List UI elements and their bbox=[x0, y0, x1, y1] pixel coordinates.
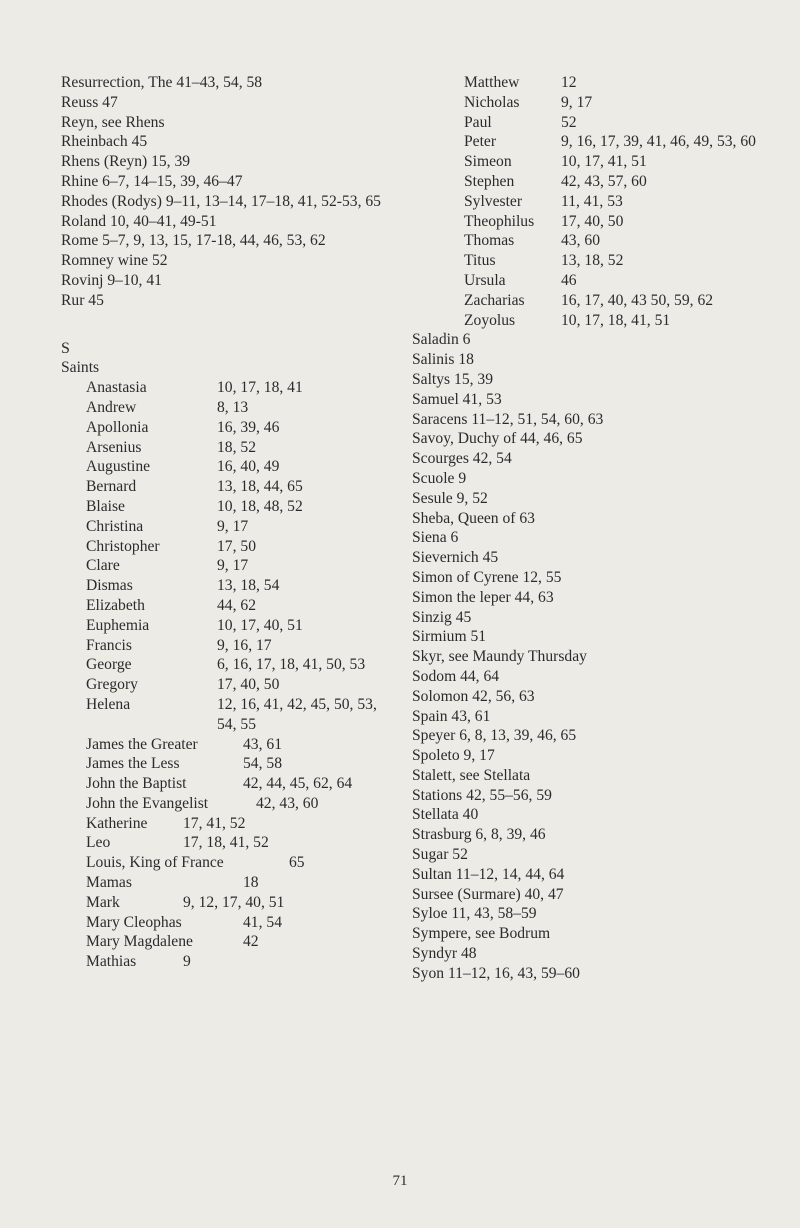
index-entry: Stations 42, 55–56, 59 bbox=[412, 786, 552, 804]
saint-entry bbox=[86, 735, 391, 755]
saint-name: Matthew bbox=[464, 74, 520, 91]
saints-continued-list bbox=[464, 73, 792, 330]
saint-entry bbox=[86, 438, 391, 458]
saint-name: Bernard bbox=[86, 478, 137, 496]
saint-pages: 52 bbox=[561, 113, 577, 131]
saint-name: Paul bbox=[464, 113, 492, 131]
index-entry: Savoy, Duchy of 44, 46, 65 bbox=[412, 430, 583, 448]
index-entry: Sievernich 45 bbox=[412, 549, 499, 567]
section-letter: S bbox=[61, 339, 70, 357]
index-entry: Rhine 6–7, 14–15, 39, 46–47 bbox=[61, 172, 243, 190]
saint-name: Euphemia bbox=[86, 616, 150, 634]
saint-name: George bbox=[86, 656, 132, 674]
index-entry: Speyer 6, 8, 13, 39, 46, 65 bbox=[412, 727, 577, 745]
index-entry: Rhens (Reyn) 15, 39 bbox=[61, 153, 191, 171]
saint-entry bbox=[86, 893, 391, 913]
saint-entry bbox=[86, 774, 391, 794]
index-entry: Saltys 15, 39 bbox=[412, 370, 494, 388]
saint-name: Ursula bbox=[464, 271, 506, 289]
saint-entry bbox=[86, 418, 391, 438]
saint-pages: 17, 40, 50 bbox=[561, 212, 624, 230]
index-entry: Rome 5–7, 9, 13, 15, 17-18, 44, 46, 53, 62 bbox=[61, 232, 326, 250]
saint-entry bbox=[464, 291, 792, 311]
saint-pages: 17, 41, 52 bbox=[183, 814, 246, 832]
saint-name: Simeon bbox=[464, 153, 512, 171]
index-entry: Siena 6 bbox=[412, 529, 459, 547]
index-entry: Sodom 44, 64 bbox=[412, 667, 500, 685]
saint-pages: 17, 40, 50 bbox=[217, 676, 280, 694]
saint-entry bbox=[86, 675, 391, 695]
saint-pages: 54, 58 bbox=[243, 755, 282, 773]
saint-entry bbox=[86, 873, 391, 893]
index-entry: Solomon 42, 56, 63 bbox=[412, 687, 535, 705]
saint-pages: 17, 50 bbox=[217, 537, 256, 555]
index-entry: Sugar 52 bbox=[412, 846, 468, 864]
saint-name: Arsenius bbox=[86, 438, 142, 456]
saint-pages: 9, 17 bbox=[561, 93, 593, 111]
saint-pages: 6, 16, 17, 18, 41, 50, 53 bbox=[217, 656, 366, 674]
saint-entry bbox=[86, 655, 391, 675]
saint-entry bbox=[464, 73, 792, 93]
saint-pages: 16, 39, 46 bbox=[217, 418, 280, 436]
saint-pages: 17, 18, 41, 52 bbox=[183, 834, 269, 852]
saints-list bbox=[86, 378, 391, 734]
saint-entry bbox=[464, 113, 792, 133]
saint-name: John the Evangelist bbox=[86, 794, 209, 812]
saint-name: Leo bbox=[86, 834, 111, 852]
saint-name: Andrew bbox=[86, 398, 137, 416]
saint-entry bbox=[86, 616, 391, 636]
saint-name: Katherine bbox=[86, 814, 148, 832]
saint-entry bbox=[86, 477, 391, 497]
index-entry: Samuel 41, 53 bbox=[412, 390, 502, 408]
saint-pages: 10, 17, 40, 51 bbox=[217, 616, 303, 634]
saint-name: Mary Cleophas bbox=[86, 913, 182, 931]
right-column bbox=[412, 73, 792, 984]
index-entry: Simon the leper 44, 63 bbox=[412, 588, 554, 606]
saint-entry bbox=[86, 537, 391, 557]
index-entry: Syloe 11, 43, 58–59 bbox=[412, 905, 537, 923]
saint-name: Francis bbox=[86, 636, 132, 654]
saint-entry bbox=[86, 952, 391, 972]
saint-entry bbox=[86, 932, 391, 952]
saint-pages: 11, 41, 53 bbox=[561, 192, 623, 210]
saint-pages: 10, 17, 18, 41, 51 bbox=[561, 311, 671, 329]
saint-entry bbox=[464, 172, 792, 192]
saint-pages: 42, 44, 45, 62, 64 bbox=[243, 775, 353, 793]
saint-name: John the Baptist bbox=[86, 775, 187, 793]
saint-name: Stephen bbox=[464, 172, 515, 190]
saint-name: Theophilus bbox=[464, 212, 535, 230]
saint-entry bbox=[86, 853, 391, 873]
saint-entry bbox=[464, 251, 792, 271]
saint-name: Zoyolus bbox=[464, 311, 516, 329]
saint-pages: 9, 16, 17 bbox=[217, 636, 272, 654]
saint-entry bbox=[86, 913, 391, 933]
saint-pages: 10, 18, 48, 52 bbox=[217, 497, 303, 515]
index-entry: Rheinbach 45 bbox=[61, 133, 148, 151]
saint-entry bbox=[464, 212, 792, 232]
saint-name: Dismas bbox=[86, 577, 133, 595]
saint-name: Apollonia bbox=[86, 418, 149, 436]
index-entry: Reuss 47 bbox=[61, 93, 118, 111]
saint-entry bbox=[86, 576, 391, 596]
saint-pages: 41, 54 bbox=[243, 913, 282, 931]
saint-entry bbox=[86, 596, 391, 616]
index-entry: Scourges 42, 54 bbox=[412, 450, 512, 468]
saint-pages: 42 bbox=[243, 933, 259, 951]
index-entry: Saladin 6 bbox=[412, 331, 471, 349]
saint-entry bbox=[86, 833, 391, 853]
saint-pages: 9, 16, 17, 39, 41, 46, 49, 53, 60 bbox=[561, 133, 756, 151]
saint-pages: 44, 62 bbox=[217, 596, 256, 614]
saint-name: James the Greater bbox=[86, 735, 198, 753]
saint-pages: 12, 16, 41, 42, 45, 50, 53, 54, 55 bbox=[217, 695, 377, 733]
saint-name: James the Less bbox=[86, 755, 180, 773]
saint-name: Mark bbox=[86, 893, 120, 911]
saint-name: Augustine bbox=[86, 458, 151, 476]
saint-pages: 8, 13 bbox=[217, 398, 249, 416]
page-number: 71 bbox=[392, 1173, 408, 1189]
index-entry: Simon of Cyrene 12, 55 bbox=[412, 568, 562, 586]
index-entry: Sultan 11–12, 14, 44, 64 bbox=[412, 865, 565, 883]
saint-entry bbox=[86, 754, 391, 774]
saint-name: Thomas bbox=[464, 232, 515, 250]
saint-entry bbox=[464, 271, 792, 291]
saint-pages: 9, 12, 17, 40, 51 bbox=[183, 893, 285, 911]
saints-heading: Saints bbox=[61, 359, 100, 377]
index-entry: Sirmium 51 bbox=[412, 628, 487, 646]
saint-pages: 13, 18, 44, 65 bbox=[217, 478, 303, 496]
saints-inline-list bbox=[86, 735, 391, 973]
index-entry: Strasburg 6, 8, 39, 46 bbox=[412, 826, 546, 844]
saint-name: Peter bbox=[464, 133, 497, 151]
index-entry: Spain 43, 61 bbox=[412, 707, 491, 725]
index-entry: Syon 11–12, 16, 43, 59–60 bbox=[412, 964, 580, 982]
index-entry: Stellata 40 bbox=[412, 806, 479, 824]
saint-pages: 9 bbox=[183, 953, 191, 971]
saint-pages: 16, 40, 49 bbox=[217, 458, 280, 476]
saint-name: Titus bbox=[464, 252, 496, 270]
saint-name: Clare bbox=[86, 557, 120, 575]
index-entry: Skyr, see Maundy Thursday bbox=[412, 648, 587, 666]
saint-pages: 65 bbox=[289, 854, 305, 872]
index-entry: Spoleto 9, 17 bbox=[412, 747, 495, 765]
saint-entry bbox=[464, 93, 792, 113]
index-entry: Romney wine 52 bbox=[61, 252, 168, 270]
saint-name: Elizabeth bbox=[86, 596, 145, 614]
saint-name: Christina bbox=[86, 517, 144, 535]
index-entry: Sympere, see Bodrum bbox=[412, 925, 551, 943]
saint-name: Mathias bbox=[86, 953, 137, 971]
saint-name: Mary Magdalene bbox=[86, 933, 193, 951]
saint-pages: 13, 18, 54 bbox=[217, 577, 280, 595]
saint-entry bbox=[86, 814, 391, 834]
saint-name: Mamas bbox=[86, 874, 132, 892]
saint-pages: 12 bbox=[561, 74, 577, 91]
index-entry: Scuole 9 bbox=[412, 469, 467, 487]
index-entry: Rur 45 bbox=[61, 291, 104, 309]
saint-pages: 46 bbox=[561, 271, 577, 289]
saint-name: Anastasia bbox=[86, 379, 147, 397]
saint-pages: 43, 60 bbox=[561, 232, 600, 250]
saint-name: Blaise bbox=[86, 497, 125, 515]
index-entry: Sinzig 45 bbox=[412, 608, 472, 626]
saint-pages: 42, 43, 57, 60 bbox=[561, 172, 647, 190]
saint-pages: 43, 61 bbox=[243, 735, 282, 753]
index-entry: Rhodes (Rodys) 9–11, 13–14, 17–18, 41, 52-53, 65 bbox=[61, 192, 381, 210]
saint-entry bbox=[464, 132, 792, 152]
saint-entry bbox=[86, 457, 391, 477]
saint-pages: 16, 17, 40, 43 50, 59, 62 bbox=[561, 291, 714, 309]
saint-pages: 9, 17 bbox=[217, 517, 249, 535]
saint-entry bbox=[86, 636, 391, 656]
index-entry: Stalett, see Stellata bbox=[412, 766, 531, 784]
index-entry: Reyn, see Rhens bbox=[61, 113, 165, 131]
saint-pages: 9, 17 bbox=[217, 557, 249, 575]
saint-pages: 10, 17, 41, 51 bbox=[561, 153, 647, 171]
index-entry: Salinis 18 bbox=[412, 351, 474, 369]
saint-pages: 18, 52 bbox=[217, 438, 256, 456]
index-entry: Resurrection, The 41–43, 54, 58 bbox=[61, 74, 263, 91]
saint-name: Christopher bbox=[86, 537, 160, 555]
saint-pages: 13, 18, 52 bbox=[561, 252, 624, 270]
index-entry: Sheba, Queen of 63 bbox=[412, 509, 535, 527]
saint-pages: 10, 17, 18, 41 bbox=[217, 379, 303, 397]
saint-entry bbox=[86, 695, 391, 735]
saint-entry bbox=[86, 497, 391, 517]
saint-entry bbox=[464, 311, 792, 331]
index-entry: Rovinj 9–10, 41 bbox=[61, 271, 162, 289]
index-entry: Sesule 9, 52 bbox=[412, 489, 488, 507]
saint-name: Helena bbox=[86, 695, 131, 713]
saint-entry bbox=[464, 231, 792, 251]
index-entry: Saracens 11–12, 51, 54, 60, 63 bbox=[412, 410, 604, 428]
saint-entry bbox=[86, 378, 391, 398]
saint-entry bbox=[86, 794, 391, 814]
saint-name: Nicholas bbox=[464, 93, 520, 111]
saint-entry bbox=[464, 192, 792, 212]
saint-pages: 42, 43, 60 bbox=[256, 794, 319, 812]
saint-name: Zacharias bbox=[464, 291, 525, 309]
saint-entry bbox=[464, 152, 792, 172]
saint-entry bbox=[86, 556, 391, 576]
index-entry: Syndyr 48 bbox=[412, 945, 477, 963]
saint-entry bbox=[86, 517, 391, 537]
saint-pages: 18 bbox=[243, 874, 259, 892]
left-entries-list bbox=[61, 73, 391, 311]
right-entries-list bbox=[412, 330, 792, 983]
saint-name: Gregory bbox=[86, 676, 138, 694]
saint-name: Louis, King of France bbox=[86, 854, 224, 872]
left-column bbox=[61, 73, 391, 972]
saint-name: Sylvester bbox=[464, 192, 523, 210]
saint-entry bbox=[86, 398, 391, 418]
index-entry: Sursee (Surmare) 40, 47 bbox=[412, 885, 564, 903]
index-entry: Roland 10, 40–41, 49-51 bbox=[61, 212, 217, 230]
